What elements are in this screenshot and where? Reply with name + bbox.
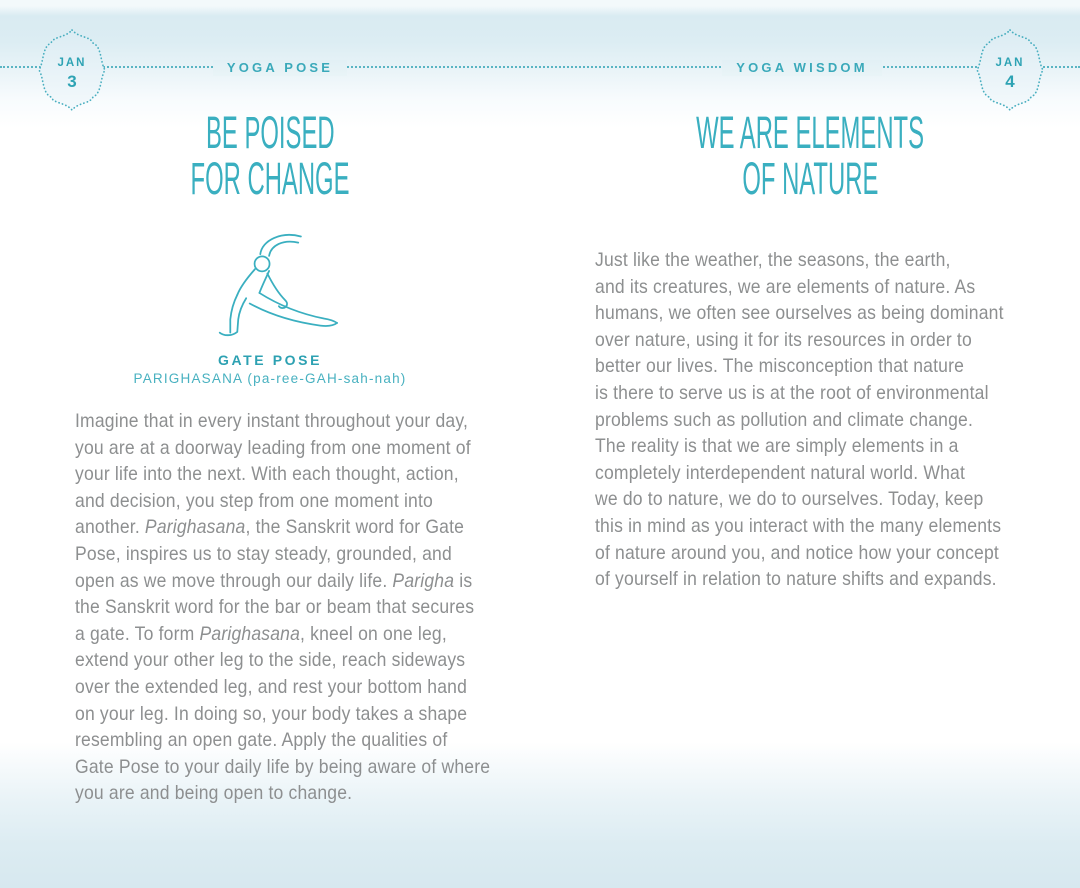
text-line: of yourself in relation to nature shifts and expands.: [595, 568, 997, 591]
badge-month: JAN: [57, 57, 87, 69]
text-line: this in mind as you interact with the many elements: [595, 514, 1002, 537]
text-line: is there to serve us is at the root of environmental: [595, 381, 989, 404]
text-line: and its creatures, we are elements of nature. As: [595, 275, 976, 298]
page-title: [0, 107, 540, 204]
gate-pose-illustration: [195, 226, 345, 344]
text-line: extend your other leg to the side, reach sideways: [75, 649, 466, 672]
text-line: FOR CHANGE: [190, 153, 350, 204]
text-line: The reality is that we are simply elements in a: [595, 435, 959, 458]
section-label-yoga-wisdom: YOGA WISDOM: [532, 59, 1072, 77]
text-line: a gate. To form Parighasana, kneel on one leg,: [75, 622, 447, 645]
pose-sanskrit-pronunciation: PARIGHASANA (pa-ree-GAH-sah-nah): [133, 371, 407, 386]
text-line: Pose, inspires us to stay steady, grounded, and: [75, 542, 452, 565]
text-line: better our lives. The misconception that nature: [595, 355, 965, 378]
text-line: BE POISED: [205, 107, 335, 158]
right-page: [540, 0, 1080, 888]
text-line: humans, we often see ourselves as being dominant: [595, 302, 1004, 325]
text-line: completely interdependent natural world. What: [595, 461, 966, 484]
text-line: the Sanskrit word for the bar or beam that secures: [75, 596, 475, 619]
body-text: [595, 247, 1004, 593]
text-line: over nature, using it for its resources in order to: [595, 328, 972, 351]
text-line: your life into the next. With each thought, action,: [75, 463, 459, 486]
text-line: on your leg. In doing so, your body takes a shape: [75, 702, 468, 725]
text-line: WE ARE ELEMENTS: [696, 107, 924, 158]
text-line: over the extended leg, and rest your bottom hand: [75, 675, 468, 698]
badge-day: 3: [67, 72, 77, 91]
text-line: resembling an open gate. Apply the qualities of: [75, 729, 448, 752]
text-line: Just like the weather, the seasons, the earth,: [595, 249, 951, 271]
text-line: Gate Pose to your daily life by being aware of where: [75, 755, 491, 778]
text-line: open as we move through our daily life. Parigha is: [75, 569, 473, 592]
text-line: and decision, you step from one moment into: [75, 489, 433, 512]
text-line: of nature around you, and notice how your concept: [595, 541, 999, 564]
page-title: [540, 107, 1080, 204]
badge-day: 4: [1005, 72, 1015, 91]
body-text: [75, 408, 490, 807]
badge-month: JAN: [995, 57, 1025, 69]
text-line: OF NATURE: [741, 153, 879, 204]
text-line: another. Parighasana, the Sanskrit word for Gate: [75, 516, 465, 539]
pose-name: GATE POSE: [217, 352, 323, 368]
section-label-yoga-pose: YOGA POSE: [10, 59, 550, 77]
text-line: we do to nature, we do to ourselves. Today, keep: [595, 488, 984, 511]
text-line: you are at a doorway leading from one moment of: [75, 436, 471, 459]
text-line: you are and being open to change.: [75, 782, 353, 805]
text-line: problems such as pollution and climate change.: [595, 408, 974, 431]
text-line: Imagine that in every instant throughout your day,: [75, 410, 469, 432]
